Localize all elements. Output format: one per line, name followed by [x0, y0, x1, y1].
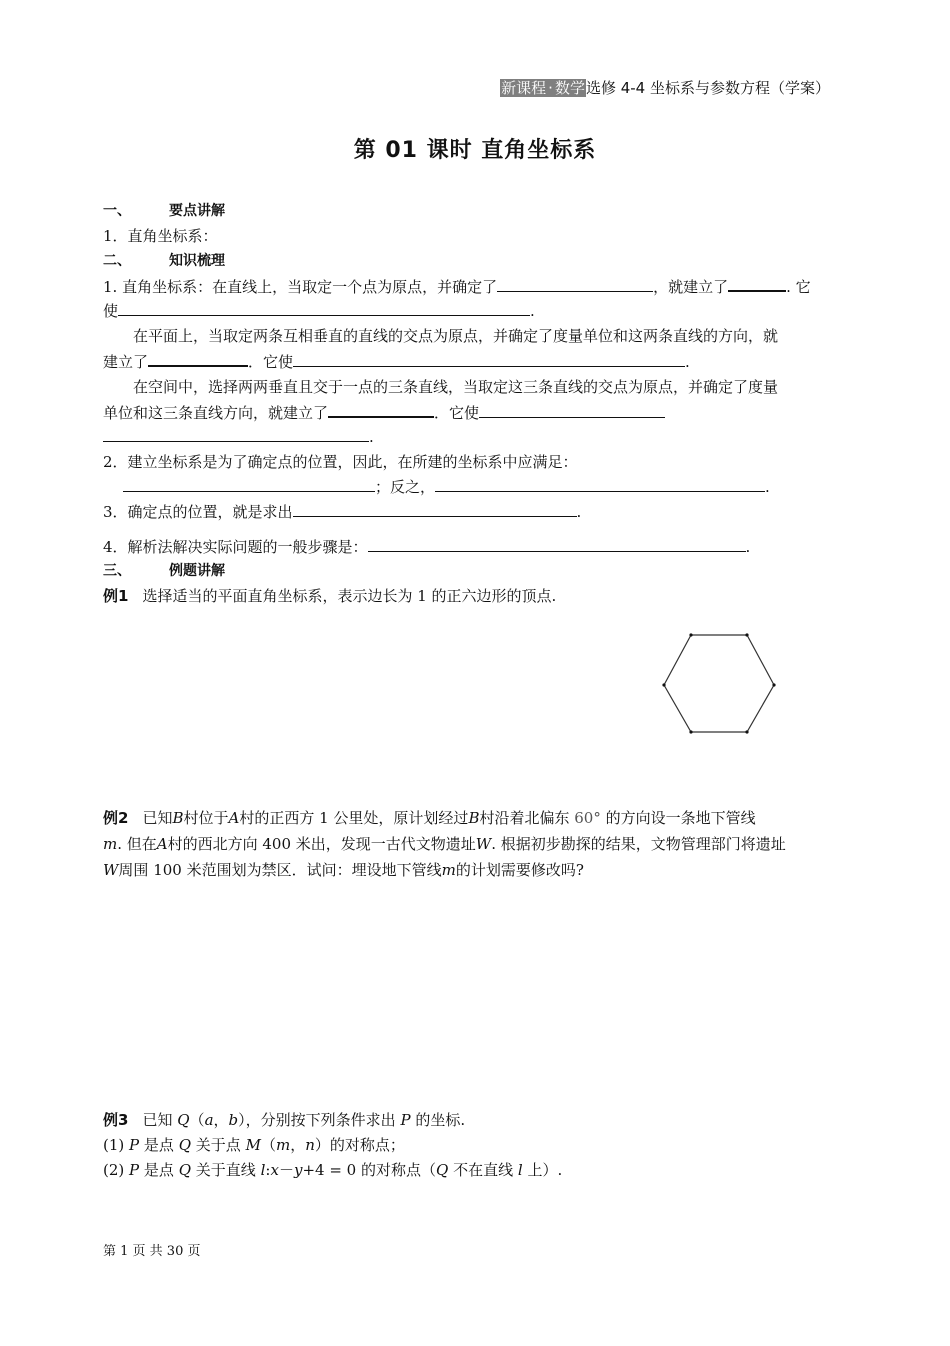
text: 不在直线 [453, 1161, 514, 1179]
example-text: 选择适当的平面直角坐标系，表示边长为 1 的正六边形的顶点. [142, 587, 557, 605]
example-label: 例2 [103, 809, 129, 827]
text: ），分别按下列条件求出 [238, 1111, 396, 1129]
header-rest: 选修 4-4 坐标系与参数方程（学案） [585, 79, 830, 97]
hexagon-vertex [689, 730, 692, 733]
text: 的方向设一条地下管线 [605, 809, 756, 827]
var: m [275, 1136, 291, 1154]
text: 村沿着北偏东 [479, 809, 570, 827]
section-number: 一、 [103, 203, 131, 219]
hexagon-figure [655, 628, 783, 738]
blank[interactable] [368, 537, 746, 552]
text: （ [260, 1136, 276, 1154]
text: 周围 100 米范围划为禁区．试问：埋设地下管线 [118, 861, 442, 879]
p3-line-3 [103, 427, 374, 447]
text: . [369, 428, 374, 446]
text: . [530, 302, 535, 320]
text: 已知 [142, 1111, 173, 1129]
hexagon-shape [664, 635, 774, 732]
example-3-case-1 [103, 1135, 405, 1155]
text: ．它使 [434, 404, 480, 422]
text: 关于直线 [195, 1161, 256, 1179]
var: m [103, 835, 118, 853]
text: . [576, 503, 582, 521]
section-label: 例题讲解 [169, 563, 225, 579]
text: 已知 [142, 809, 173, 827]
blank[interactable] [293, 502, 577, 517]
var: a [204, 1111, 214, 1129]
text: － [278, 1161, 294, 1179]
var: Q [435, 1161, 449, 1179]
var: l [260, 1161, 266, 1179]
section-heading-1 [103, 201, 225, 221]
text: 村位于 [183, 809, 229, 827]
text: 是点 [143, 1136, 174, 1154]
text: . 它 [786, 278, 811, 296]
text: 村的正西方 1 公里处，原计划经过 [239, 809, 469, 827]
blank[interactable] [328, 402, 434, 418]
text: 的坐标. [415, 1111, 466, 1129]
header-highlight-2: 数学 [554, 79, 585, 97]
blank[interactable] [148, 351, 248, 367]
var: y [293, 1161, 303, 1179]
p1-line-1 [103, 276, 811, 297]
section-heading-3 [103, 561, 225, 581]
var: W [475, 835, 492, 853]
text: 的计划需要修改吗? [455, 861, 584, 879]
p3-line-1: 在空间中，选择两两垂直且交于一点的三条直线，当取定这三条直线的交点为原点，并确定了度量 [133, 378, 779, 396]
item-2-line-2 [103, 477, 770, 497]
var: B [468, 809, 480, 827]
example-2-line-1 [103, 808, 756, 828]
text: ，就建立了 [653, 278, 729, 296]
item-1: 1．直角坐标系： [103, 227, 218, 245]
text: 1. 直角坐标系：在直线上，当取定一个点为原点，并确定了 [103, 278, 498, 296]
p3-line-2 [103, 402, 665, 423]
section-label: 知识梳理 [169, 253, 225, 269]
var: Q [177, 1111, 190, 1129]
item-4 [103, 537, 750, 557]
var: A [228, 809, 240, 827]
hexagon-vertex [662, 683, 665, 686]
var: P [129, 1161, 140, 1179]
section-heading-2 [103, 251, 225, 271]
blank[interactable] [479, 403, 665, 418]
text: ， [213, 1111, 229, 1129]
text: ， [290, 1136, 306, 1154]
running-header [500, 77, 830, 98]
hexagon-vertex [689, 633, 692, 636]
example-label: 例3 [103, 1111, 129, 1129]
blank[interactable] [103, 427, 369, 442]
text: . [685, 353, 690, 371]
page-footer: 第 1 页 共 30 页 [103, 1244, 201, 1259]
hexagon-vertex [745, 633, 748, 636]
section-number: 二、 [103, 253, 131, 269]
text: 村的西北方向 400 米出，发现一古代文物遗址 [167, 835, 476, 853]
blank[interactable] [497, 277, 653, 292]
text: 单位和这三条直线方向，就建立了 [103, 404, 329, 422]
text: . [745, 538, 751, 556]
item-3 [103, 502, 581, 522]
p2-line-1: 在平面上，当取定两条互相垂直的直线的交点为原点，并确定了度量单位和这两条直线的方向，就 [133, 327, 779, 345]
text: (2) [103, 1161, 125, 1179]
var: b [228, 1111, 239, 1129]
example-3-intro [103, 1110, 465, 1130]
section-number: 三、 [103, 563, 131, 579]
example-label: 例1 [103, 587, 129, 605]
text: 建立了 [103, 353, 149, 371]
text: +4 = 0 的对称点（ [302, 1161, 436, 1179]
text: 关于点 [195, 1136, 241, 1154]
text: 是点 [143, 1161, 174, 1179]
text: ）的对称点； [314, 1136, 405, 1154]
var: x [270, 1161, 279, 1179]
var: Q [178, 1136, 192, 1154]
blank[interactable] [728, 276, 786, 292]
header-highlight-1: 新课程 [501, 79, 547, 97]
angle: 60° [574, 809, 601, 827]
text: (1) [103, 1136, 125, 1154]
text: 3．确定点的位置，就是求出 [103, 503, 293, 521]
text: 使 [103, 302, 119, 320]
section-label: 要点讲解 [169, 203, 225, 219]
hexagon-vertex [745, 730, 748, 733]
var: M [245, 1136, 261, 1154]
var: B [172, 809, 184, 827]
text: . 但在 [117, 835, 157, 853]
p1-line-2 [103, 301, 535, 321]
var: P [400, 1111, 411, 1129]
example-1 [103, 586, 556, 606]
var: l [517, 1161, 523, 1179]
page-title: 第 01 课时 直角坐标系 [353, 138, 597, 163]
var: Q [178, 1161, 192, 1179]
var: m [441, 861, 456, 879]
text: ；反之， [375, 478, 436, 496]
example-2-line-2 [103, 834, 786, 854]
text: ．它使 [248, 353, 294, 371]
text: : [265, 1161, 271, 1179]
example-3-case-2 [103, 1160, 562, 1180]
var: n [305, 1136, 315, 1154]
example-2-line-3 [103, 860, 584, 880]
text: （ [189, 1111, 205, 1129]
var: A [156, 835, 168, 853]
blank[interactable] [435, 477, 765, 492]
text: 上）. [527, 1161, 563, 1179]
var: P [129, 1136, 140, 1154]
text: . 根据初步勘探的结果，文物管理部门将遗址 [491, 835, 786, 853]
header-dot: · [548, 79, 553, 97]
blank[interactable] [118, 301, 530, 316]
var: W [103, 861, 119, 879]
hexagon-vertex [772, 683, 775, 686]
item-2-line-1: 2．建立坐标系是为了确定点的位置，因此，在所建的坐标系中应满足： [103, 453, 578, 471]
text: 4．解析法解决实际问题的一般步骤是： [103, 538, 368, 556]
blank[interactable] [123, 477, 375, 492]
text: . [765, 478, 770, 496]
blank[interactable] [293, 352, 685, 367]
p2-line-2 [103, 351, 690, 372]
